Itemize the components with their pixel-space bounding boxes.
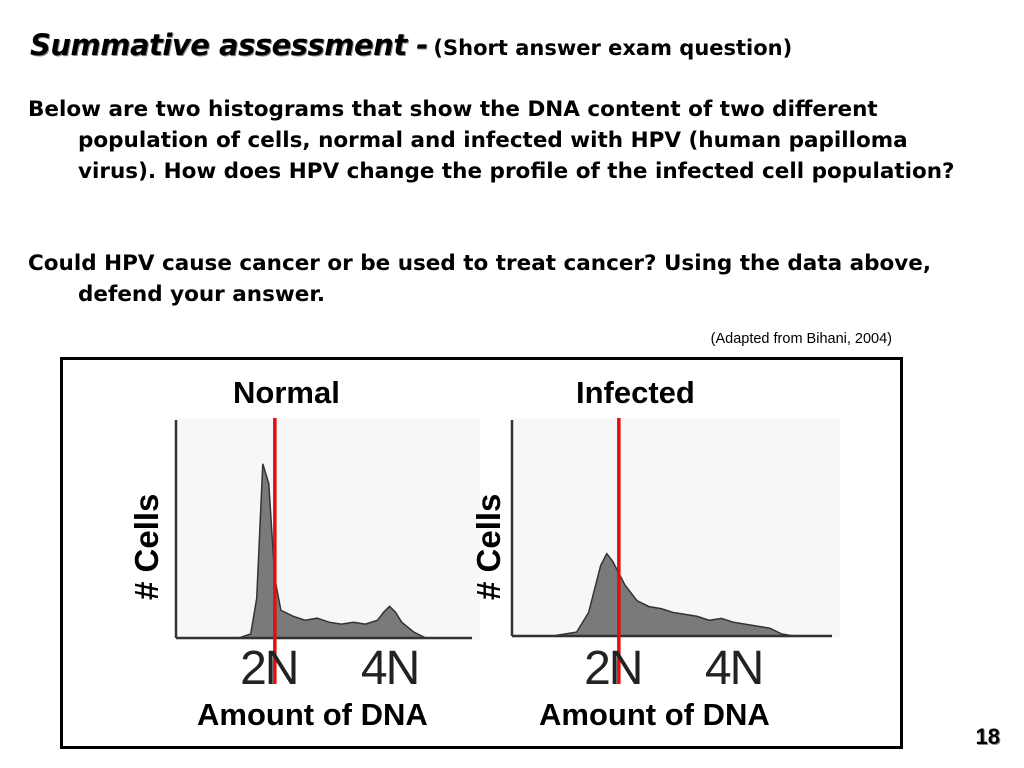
title-subtitle: (Short answer exam question) (433, 36, 793, 60)
infected-x-axis-label: Amount of DNA (539, 697, 770, 732)
normal-x-axis-label: Amount of DNA (197, 697, 428, 732)
source-citation: (Adapted from Bihani, 2004) (710, 331, 892, 347)
infected-chart-title: Infected (576, 375, 695, 410)
infected-histogram (490, 418, 840, 690)
normal-chart-title: Normal (233, 375, 340, 410)
slide-title (30, 28, 792, 62)
normal-tick-label-2n: 2N (240, 642, 298, 690)
normal-histogram (150, 418, 480, 690)
infected-y-axis-label: # Cells (470, 493, 507, 600)
page-number: 18 (975, 724, 1000, 749)
infected-plot-area (512, 418, 840, 638)
normal-tick-label-4n: 4N (360, 642, 419, 690)
infected-tick-label-2n: 2N (584, 642, 642, 690)
normal-y-axis-label: # Cells (128, 493, 165, 600)
question-2: Could HPV cause cancer or be used to treat cancer? Using the data above, defend your answer. (28, 251, 932, 307)
title-emphasis: Summative assessment - (30, 28, 428, 62)
normal-plot-area (176, 418, 480, 640)
infected-tick-label-4n: 4N (704, 642, 763, 690)
question-1: Below are two histograms that show the DNA content of two different population of cells, normal and infected with HPV (human papilloma virus). How does HPV change the profile of the infected cell population? (28, 97, 955, 184)
